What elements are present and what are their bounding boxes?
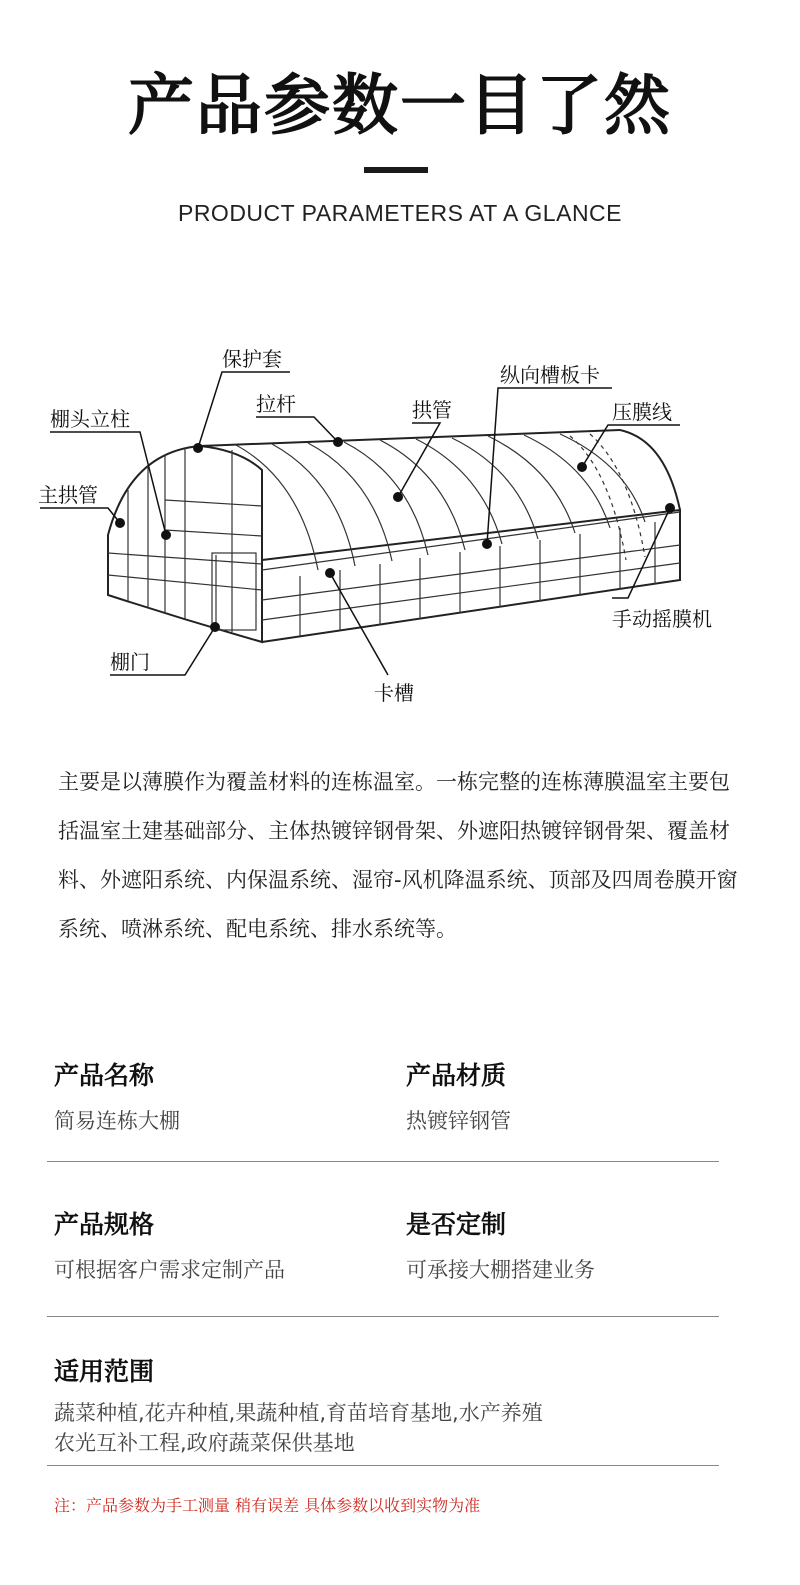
spec-value: 可承接大棚搭建业务 (406, 1258, 595, 1282)
label-greenhouse-door: 棚门 (110, 650, 150, 674)
spec-application-scope (54, 1352, 543, 1458)
spec-label: 是否定制 (406, 1210, 507, 1239)
product-description: 主要是以薄膜作为覆盖材料的连栋温室。一栋完整的连栋薄膜温室主要包括温室土建基础部分、主体热镀锌钢骨架、外遮阳热镀锌钢骨架、覆盖材料、外遮阳系统、内保温系统、湿帘-风机降温系统、顶部及四周卷膜开窗系统、喷淋系统、配电系统、排水系统等。 (58, 770, 738, 941)
spec-label: 产品名称 (54, 1061, 155, 1090)
disclaimer-note: 注：产品参数为手工测量 稍有误差 具体参数以收到实物为准 (54, 1496, 481, 1515)
spec-label: 适用范围 (54, 1357, 155, 1386)
greenhouse-diagram (0, 330, 800, 730)
spec-product-spec (54, 1205, 285, 1285)
spec-value: 蔬菜种植,花卉种植,果蔬种植,育苗培育基地,水产养殖 (54, 1401, 543, 1425)
label-slot: 卡槽 (374, 681, 414, 705)
spec-value: 简易连栋大棚 (54, 1109, 180, 1133)
label-tie-rod: 拉杆 (256, 392, 296, 416)
label-manual-film-roller: 手动摇膜机 (612, 607, 712, 631)
page-title: 产品参数一目了然 (128, 67, 672, 144)
label-main-arch-pipe: 主拱管 (38, 483, 98, 507)
spec-customization (406, 1205, 595, 1285)
spec-label: 产品规格 (54, 1210, 155, 1239)
spec-value: 农光互补工程,政府蔬菜保供基地 (54, 1431, 355, 1455)
label-film-pressing-line: 压膜线 (612, 400, 672, 424)
label-gable-column: 棚头立柱 (50, 407, 130, 431)
divider (47, 1161, 719, 1162)
spec-value: 热镀锌钢管 (406, 1109, 511, 1133)
divider (47, 1465, 719, 1466)
page-subtitle: PRODUCT PARAMETERS AT A GLANCE (177, 200, 622, 226)
spec-product-name (54, 1056, 180, 1136)
label-protective-sleeve: 保护套 (222, 347, 282, 371)
spec-product-material (406, 1056, 511, 1136)
label-arch-pipe: 拱管 (412, 398, 452, 422)
label-longitudinal-slot-clip: 纵向槽板卡 (500, 363, 600, 387)
divider (47, 1316, 719, 1317)
spec-label: 产品材质 (406, 1061, 507, 1090)
title-underline (364, 167, 428, 173)
spec-value: 可根据客户需求定制产品 (54, 1258, 285, 1282)
